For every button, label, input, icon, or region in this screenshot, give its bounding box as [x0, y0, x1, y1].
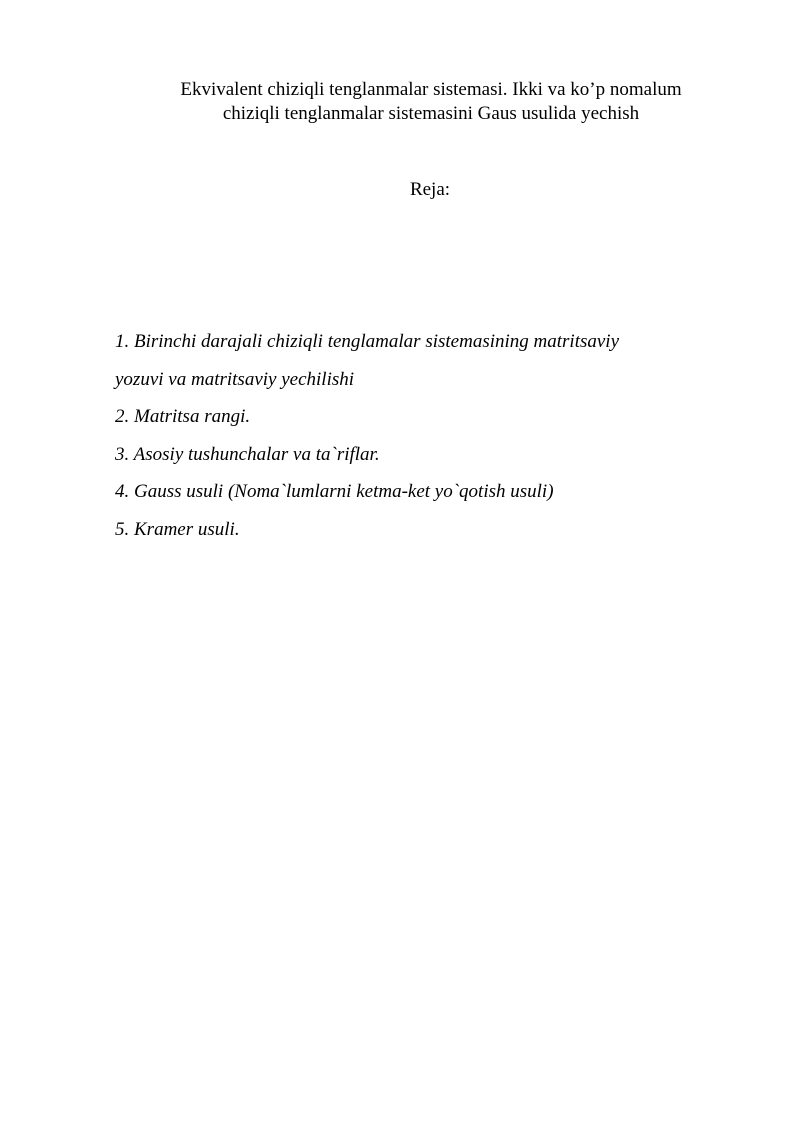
title-line-2: chiziqli tenglanmalar sistemasini Gaus usulida yechish: [222, 103, 640, 124]
document-title: [140, 78, 722, 126]
plan-item-5: 5. Kramer usuli.: [115, 518, 240, 540]
title-line-1: Ekvivalent chiziqli tenglanmalar sistemasi. Ikki va ko’p nomalum: [180, 79, 682, 100]
plan-item-2: 2. Matritsa rangi.: [115, 406, 251, 427]
plan-item-4: 4. Gauss usuli (Noma`lumlarni ketma-ket yo`qotish usuli): [115, 481, 554, 502]
plan-item-1-line-1: 1. Birinchi darajali chiziqli tenglamalar sistemasining matritsaviy: [115, 331, 620, 352]
plan-list: [115, 323, 735, 548]
plan-item-3: 3. Asosiy tushunchalar va ta`riflar.: [115, 443, 380, 465]
plan-heading: Reja:: [409, 179, 451, 200]
plan-item-1-line-2: yozuvi va matritsaviy yechilishi: [115, 368, 355, 390]
